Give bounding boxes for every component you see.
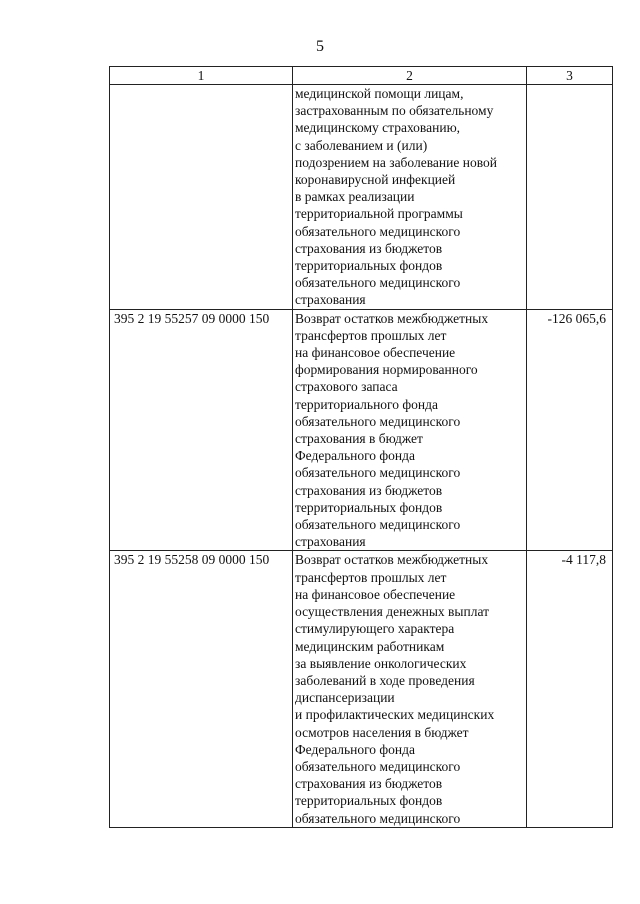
amount-cell (527, 85, 613, 310)
description-line: территориальных фондов (295, 499, 443, 515)
description-line: страхования (295, 292, 366, 308)
table-row (110, 85, 613, 310)
table-row (110, 309, 613, 551)
description-line: на финансовое обеспечение (295, 345, 456, 361)
description-line: трансфертов прошлых лет (295, 327, 447, 343)
page-number: 5 (316, 38, 324, 55)
description-line: медицинскому страхованию, (295, 120, 461, 136)
description-line: трансфертов прошлых лет (295, 569, 447, 585)
description-line: страхования в бюджет (295, 431, 423, 447)
description-line: Возврат остатков межбюджетных (295, 552, 489, 568)
description-line: Федерального фонда (295, 448, 415, 464)
amount-cell: -4 117,8 (527, 551, 613, 827)
table-header-row (110, 67, 613, 85)
description-line: страхового запаса (295, 379, 398, 395)
description-line: коронавирусной инфекцией (295, 172, 456, 188)
description-line: обязательного медицинского (295, 413, 461, 429)
description-line: обязательного медицинского (295, 810, 461, 826)
description-line: страхования (295, 534, 366, 550)
description-line: обязательного медицинского (295, 223, 461, 239)
description-line: с заболеванием и (или) (295, 137, 428, 153)
description-line: Федерального фонда (295, 741, 415, 757)
description-line: диспансеризации (295, 690, 395, 706)
budget-table (109, 66, 613, 828)
description-line: осуществления денежных выплат (295, 604, 489, 620)
description-line: обязательного медицинского (295, 517, 461, 533)
description-line: обязательного медицинского (295, 465, 461, 481)
description-line: территориальной программы (295, 206, 463, 222)
column-header-3: 3 (527, 67, 613, 85)
description-line: страхования из бюджетов (295, 776, 443, 792)
description-cell (293, 85, 527, 310)
description-line: территориальных фондов (295, 258, 443, 274)
column-header-2: 2 (293, 67, 527, 85)
amount-cell: -126 065,6 (527, 309, 613, 551)
description-line: обязательного медицинского (295, 275, 461, 291)
classification-code (110, 85, 293, 310)
table-row (110, 551, 613, 827)
description-line: обязательного медицинского (295, 758, 461, 774)
classification-code: 395 2 19 55258 09 0000 150 (110, 551, 293, 827)
description-line: стимулирующего характера (295, 621, 455, 637)
description-line: страхования из бюджетов (295, 482, 443, 498)
classification-code: 395 2 19 55257 09 0000 150 (110, 309, 293, 551)
description-line: медицинской помощи лицам, (295, 86, 464, 101)
description-line: формирования нормированного (295, 362, 478, 378)
description-line: медицинским работникам (295, 638, 445, 654)
description-line: территориальных фондов (295, 793, 443, 809)
description-line: подозрением на заболевание новой (295, 154, 497, 170)
description-line: осмотров населения в бюджет (295, 724, 469, 740)
description-line: и профилактических медицинских (295, 707, 495, 723)
description-line: территориального фонда (295, 396, 438, 412)
description-cell (293, 551, 527, 827)
column-header-1: 1 (110, 67, 293, 85)
description-line: страхования из бюджетов (295, 240, 443, 256)
description-line: застрахованным по обязательному (295, 103, 494, 119)
description-cell (293, 309, 527, 551)
description-line: Возврат остатков межбюджетных (295, 310, 489, 326)
description-line: в рамках реализации (295, 189, 415, 205)
description-line: на финансовое обеспечение (295, 586, 456, 602)
description-line: за выявление онкологических (295, 655, 467, 671)
description-line: заболеваний в ходе проведения (295, 672, 475, 688)
